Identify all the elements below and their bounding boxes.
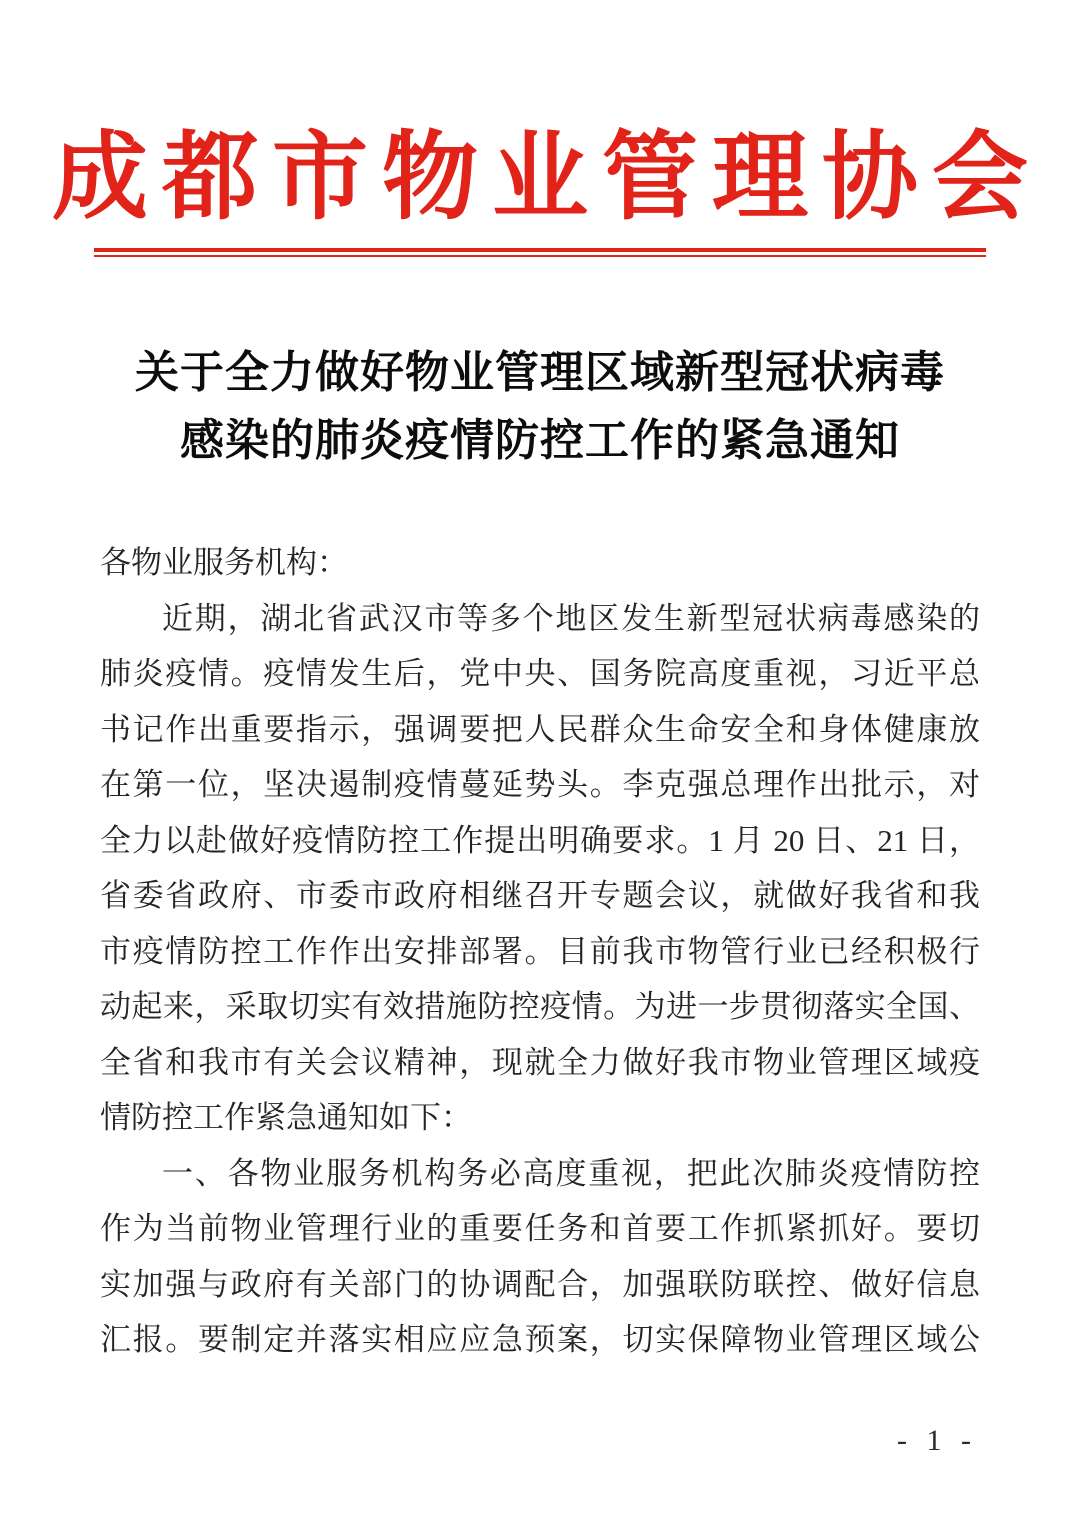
body-line: 肺炎疫情。疫情发生后，党中央、国务院高度重视，习近平总 bbox=[100, 656, 980, 691]
body-line: 一、各物业服务机构务必高度重视，把此次肺炎疫情防控 bbox=[162, 1155, 980, 1191]
letterhead-double-rule bbox=[94, 248, 986, 257]
body-line: 近期，湖北省武汉市等多个地区发生新型冠状病毒感染的 bbox=[162, 600, 980, 636]
body-line: 全力以赴做好疫情防控工作提出明确要求。1 月 20 日、21 日， bbox=[100, 822, 980, 858]
document-title-line-2: 感染的肺炎疫情防控工作的紧急通知 bbox=[180, 416, 900, 465]
letterhead-org-name: 成都市物业管理协会 bbox=[52, 124, 1042, 231]
body-line: 作为当前物业管理行业的重要任务和首要工作抓紧抓好。要切 bbox=[100, 1211, 980, 1246]
body-line: 市疫情防控工作作出安排部署。目前我市物管行业已经积极行 bbox=[100, 933, 980, 969]
body-line: 全省和我市有关会议精神，现就全力做好我市物业管理区域疫 bbox=[100, 1044, 980, 1080]
document-title-line-1: 关于全力做好物业管理区域新型冠状病毒 bbox=[135, 348, 945, 397]
body-line: 书记作出重要指示，强调要把人民群众生命安全和身体健康放 bbox=[100, 711, 980, 747]
body-line: 各物业服务机构： bbox=[100, 545, 348, 580]
page-number: - 1 - bbox=[897, 1424, 977, 1457]
document-title bbox=[0, 339, 1080, 475]
body-line: 汇报。要制定并落实相应应急预案，切实保障物业管理区域公 bbox=[100, 1322, 980, 1357]
body-lines bbox=[100, 535, 980, 1368]
body-line: 实加强与政府有关部门的协调配合，加强联防联控、做好信息 bbox=[100, 1266, 980, 1302]
body-line: 情防控工作紧急通知如下： bbox=[100, 1100, 472, 1135]
body-line: 动起来，采取切实有效措施防控疫情。为进一步贯彻落实全国、 bbox=[100, 989, 980, 1024]
body-line: 在第一位，坚决遏制疫情蔓延势头。李克强总理作出批示，对 bbox=[100, 767, 980, 802]
body-line: 省委省政府、市委市政府相继召开专题会议，就做好我省和我 bbox=[100, 878, 980, 913]
